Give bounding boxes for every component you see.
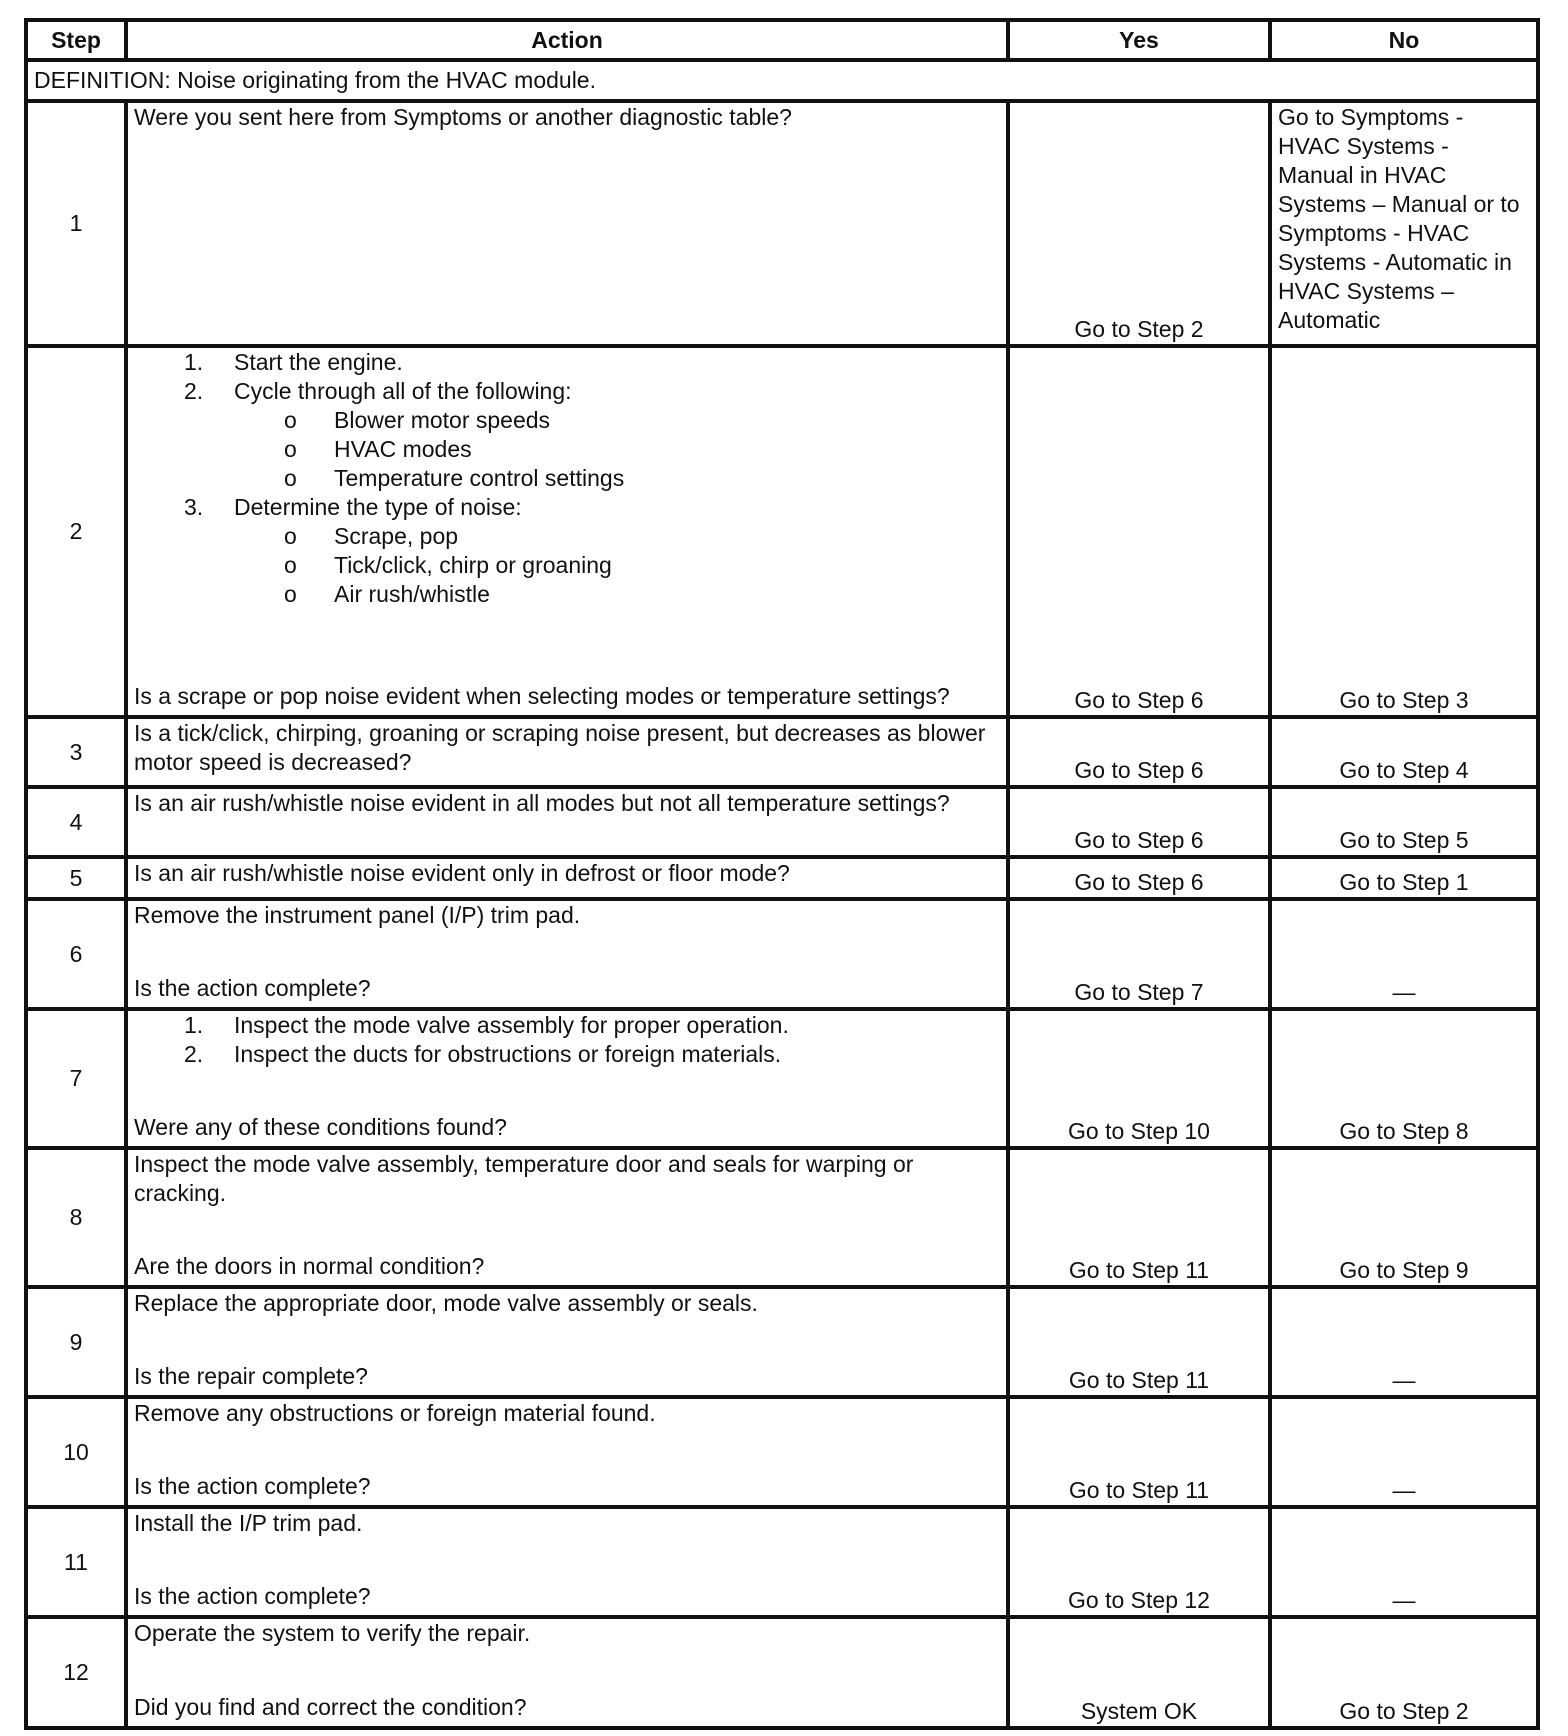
no-result: Go to Step 8 <box>1270 1009 1538 1148</box>
step-number: 3 <box>26 717 126 787</box>
yes-result: Go to Step 11 <box>1008 1287 1270 1397</box>
action-question: Is a tick/click, chirping, groaning or scraping noise present, but decreases as blower motor speed is decreased? <box>134 720 986 775</box>
action-content <box>134 719 1000 781</box>
no-result: Go to Step 2 <box>1270 1617 1538 1728</box>
step-row <box>26 1009 1538 1148</box>
step-row <box>26 899 1538 1009</box>
action-column-header: Action <box>126 20 1008 60</box>
yes-result: Go to Step 2 <box>1008 101 1270 346</box>
no-result: Go to Step 5 <box>1270 787 1538 857</box>
step-row <box>26 1617 1538 1728</box>
procedure-item-text: Inspect the ducts for obstructions or foreign materials. <box>234 1041 782 1067</box>
procedure-list <box>134 348 1000 609</box>
step-row <box>26 1397 1538 1507</box>
action-cell <box>126 1287 1008 1397</box>
action-question: Were any of these conditions found? <box>134 1114 507 1140</box>
action-question: Are the doors in normal condition? <box>134 1253 485 1279</box>
action-cell <box>126 899 1008 1009</box>
step-number: 10 <box>26 1397 126 1507</box>
yes-result: Go to Step 12 <box>1008 1507 1270 1617</box>
action-content <box>134 103 1000 340</box>
procedure-list <box>134 1011 1000 1069</box>
yes-result: Go to Step 7 <box>1008 899 1270 1009</box>
sub-item: o Tick/click, chirp or groaning <box>334 551 1000 580</box>
no-result: — <box>1270 1287 1538 1397</box>
action-top <box>134 1399 1000 1428</box>
procedure-item <box>234 493 1000 609</box>
step-row <box>26 346 1538 717</box>
yes-result: System OK <box>1008 1617 1270 1728</box>
no-result: Go to Symptoms - HVAC Systems - Manual in HVAC Systems – Manual or to Symptoms - HVAC Systems - Automatic in HVAC Systems – Automatic <box>1270 101 1538 346</box>
action-top <box>134 1509 1000 1538</box>
step-row <box>26 857 1538 899</box>
action-instruction: Remove any obstructions or foreign material found. <box>134 1400 656 1426</box>
action-question: Is a scrape or pop noise evident when selecting modes or temperature settings? <box>134 683 950 709</box>
no-column-header: No <box>1270 20 1538 60</box>
action-question: Were you sent here from Symptoms or another diagnostic table? <box>134 104 792 130</box>
yes-result: Go to Step 11 <box>1008 1397 1270 1507</box>
yes-result: Go to Step 6 <box>1008 717 1270 787</box>
action-content <box>134 1011 1000 1142</box>
action-question: Is an air rush/whistle noise evident in all modes but not all temperature settings? <box>134 790 950 816</box>
action-top <box>134 1619 1000 1648</box>
header-row <box>26 20 1538 60</box>
sub-item: o Scrape, pop <box>334 522 1000 551</box>
action-cell <box>126 717 1008 787</box>
no-result: Go to Step 9 <box>1270 1148 1538 1287</box>
definition-row <box>26 60 1538 101</box>
action-question: Is an air rush/whistle noise evident only in defrost or floor mode? <box>134 860 790 886</box>
no-result: Go to Step 1 <box>1270 857 1538 899</box>
no-result: — <box>1270 1397 1538 1507</box>
step-number: 12 <box>26 1617 126 1728</box>
sub-item: o Blower motor speeds <box>334 406 1000 435</box>
action-question: Did you find and correct the condition? <box>134 1694 527 1720</box>
action-cell <box>126 101 1008 346</box>
procedure-item <box>234 377 1000 493</box>
sub-list <box>234 406 1000 493</box>
action-cell <box>126 787 1008 857</box>
no-result: — <box>1270 899 1538 1009</box>
step-row <box>26 717 1538 787</box>
step-number: 7 <box>26 1009 126 1148</box>
action-cell <box>126 1617 1008 1728</box>
step-row <box>26 1507 1538 1617</box>
step-row <box>26 1287 1538 1397</box>
action-instruction: Replace the appropriate door, mode valve assembly or seals. <box>134 1290 758 1316</box>
step-row <box>26 787 1538 857</box>
procedure-item-text: Cycle through all of the following: <box>234 378 572 404</box>
sub-item: o HVAC modes <box>334 435 1000 464</box>
action-instruction: Operate the system to verify the repair. <box>134 1620 531 1646</box>
definition-text: DEFINITION: Noise originating from the HVAC module. <box>26 60 1538 101</box>
action-content <box>134 859 1000 893</box>
step-number: 2 <box>26 346 126 717</box>
step-number: 4 <box>26 787 126 857</box>
step-number: 6 <box>26 899 126 1009</box>
action-cell <box>126 1148 1008 1287</box>
step-number: 9 <box>26 1287 126 1397</box>
yes-result: Go to Step 6 <box>1008 857 1270 899</box>
step-row <box>26 1148 1538 1287</box>
step-column-header: Step <box>26 20 126 60</box>
action-question: Is the action complete? <box>134 1473 371 1499</box>
action-top <box>134 1289 1000 1318</box>
action-top <box>134 1150 1000 1208</box>
action-content <box>134 1150 1000 1281</box>
step-number: 8 <box>26 1148 126 1287</box>
action-top <box>134 1011 1000 1069</box>
action-content <box>134 1619 1000 1722</box>
action-content <box>134 1509 1000 1611</box>
action-top <box>134 901 1000 930</box>
action-content <box>134 348 1000 711</box>
step-row <box>26 101 1538 346</box>
action-question: Is the action complete? <box>134 975 371 1001</box>
procedure-item-text: Inspect the mode valve assembly for proper operation. <box>234 1012 789 1038</box>
action-instruction: Remove the instrument panel (I/P) trim pad. <box>134 902 581 928</box>
yes-result: Go to Step 11 <box>1008 1148 1270 1287</box>
action-instruction: Install the I/P trim pad. <box>134 1510 363 1536</box>
action-question: Is the repair complete? <box>134 1363 368 1389</box>
diagnostic-table <box>24 18 1540 1730</box>
action-content <box>134 1399 1000 1501</box>
procedure-item <box>234 1040 1000 1069</box>
action-cell <box>126 857 1008 899</box>
procedure-item-text: Start the engine. <box>234 349 403 375</box>
action-question: Is the action complete? <box>134 1583 371 1609</box>
action-content <box>134 1289 1000 1391</box>
action-cell <box>126 1507 1008 1617</box>
action-instruction: Inspect the mode valve assembly, temperature door and seals for warping or cracking. <box>134 1151 914 1206</box>
step-number: 11 <box>26 1507 126 1617</box>
no-result: Go to Step 3 <box>1270 346 1538 717</box>
yes-column-header: Yes <box>1008 20 1270 60</box>
action-content <box>134 789 1000 851</box>
no-result: Go to Step 4 <box>1270 717 1538 787</box>
sub-item: o Temperature control settings <box>334 464 1000 493</box>
action-content <box>134 901 1000 1003</box>
yes-result: Go to Step 10 <box>1008 1009 1270 1148</box>
action-top <box>134 348 1000 609</box>
action-cell <box>126 1397 1008 1507</box>
sub-list <box>234 522 1000 609</box>
yes-result: Go to Step 6 <box>1008 787 1270 857</box>
step-number: 5 <box>26 857 126 899</box>
no-result: — <box>1270 1507 1538 1617</box>
procedure-item <box>234 348 1000 377</box>
step-number: 1 <box>26 101 126 346</box>
action-cell <box>126 346 1008 717</box>
yes-result: Go to Step 6 <box>1008 346 1270 717</box>
sub-item: o Air rush/whistle <box>334 580 1000 609</box>
procedure-item-text: Determine the type of noise: <box>234 494 522 520</box>
action-cell <box>126 1009 1008 1148</box>
procedure-item <box>234 1011 1000 1040</box>
